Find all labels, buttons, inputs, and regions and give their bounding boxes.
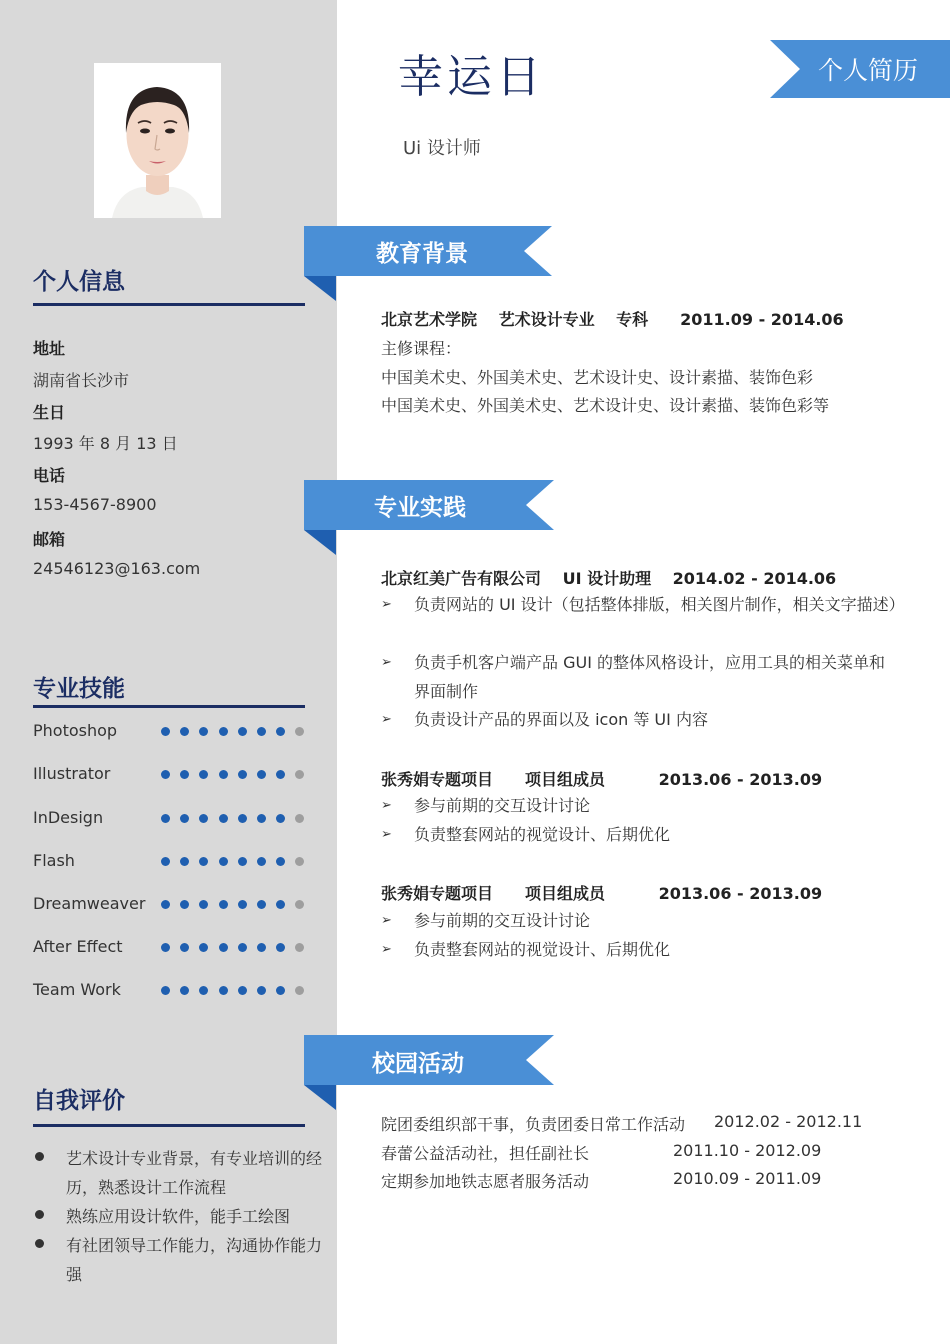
job-heading: 北京红美广告有限公司 UI 设计助理 2014.02 - 2014.06	[381, 569, 837, 588]
skill-dot-filled	[180, 943, 189, 952]
skill-dot-filled	[257, 814, 266, 823]
bullet-icon	[35, 1152, 44, 1161]
bullet-icon	[35, 1210, 44, 1219]
birthday-value: 1993 年 8 月 13 日	[33, 434, 178, 453]
courses-line: 中国美术史、外国美术史、艺术设计史、设计素描、装饰色彩等	[381, 396, 830, 415]
activity-name: 院团委组织部干事，负责团委日常工作活动	[381, 1115, 686, 1134]
skill-dot-filled	[180, 770, 189, 779]
activity-date: 2010.09 - 2011.09	[673, 1169, 822, 1188]
activity-date: 2012.02 - 2012.11	[714, 1112, 863, 1131]
skill-name: Dreamweaver	[33, 894, 146, 913]
personal-info-title: 个人信息	[33, 269, 125, 295]
skill-dot-empty	[295, 986, 304, 995]
skill-dot-filled	[161, 727, 170, 736]
skill-dot-filled	[219, 770, 228, 779]
skill-dot-filled	[238, 857, 247, 866]
skill-dot-filled	[219, 986, 228, 995]
bullet-text: 负责设计产品的界面以及 icon 等 UI 内容	[414, 710, 708, 729]
skill-dot-filled	[238, 770, 247, 779]
bullet-text: 参与前期的交互设计讨论	[414, 796, 591, 815]
activity-name: 春蕾公益活动社，担任副社长	[381, 1144, 590, 1163]
skill-row	[33, 851, 305, 873]
skill-dot-filled	[276, 770, 285, 779]
skill-dot-filled	[276, 727, 285, 736]
job-title: Ui 设计师	[403, 138, 481, 159]
phone-value: 153-4567-8900	[33, 495, 157, 514]
skill-dot-filled	[199, 814, 208, 823]
arrow-bullet-icon: ➢	[381, 712, 392, 727]
skill-dot-filled	[219, 857, 228, 866]
bullet-text: 负责整套网站的视觉设计、后期优化	[414, 940, 671, 959]
skill-dot-filled	[276, 900, 285, 909]
skill-name: After Effect	[33, 937, 123, 956]
skill-dot-filled	[199, 943, 208, 952]
skill-name: Photoshop	[33, 721, 118, 740]
skill-dot-filled	[276, 857, 285, 866]
skill-row	[33, 894, 305, 916]
bullet-text: 负责整套网站的视觉设计、后期优化	[414, 825, 671, 844]
skill-dot-filled	[257, 986, 266, 995]
skill-dot-filled	[199, 857, 208, 866]
bullet-text: 参与前期的交互设计讨论	[414, 911, 591, 930]
skill-dot-filled	[257, 900, 266, 909]
skill-name: InDesign	[33, 808, 104, 827]
job-heading: 张秀娟专题项目 项目组成员 2013.06 - 2013.09	[381, 884, 823, 903]
skill-dot-filled	[276, 943, 285, 952]
practice-title: 专业实践	[374, 495, 466, 521]
bullet-icon	[35, 1239, 44, 1248]
arrow-bullet-icon: ➢	[381, 655, 392, 670]
skill-dot-filled	[180, 857, 189, 866]
skill-dot-filled	[180, 727, 189, 736]
courses-label: 主修课程：	[381, 339, 462, 358]
skill-dot-empty	[295, 943, 304, 952]
skill-dot-filled	[161, 900, 170, 909]
address-label: 地址	[33, 339, 66, 358]
evaluation-text: 艺术设计专业背景，有专业培训的经历，熟悉设计工作流程	[66, 1149, 323, 1197]
skill-dot-filled	[219, 814, 228, 823]
arrow-bullet-icon: ➢	[381, 798, 392, 813]
section-divider	[33, 1124, 305, 1127]
skill-dot-filled	[257, 770, 266, 779]
bullet-text: 负责网站的 UI 设计（包括整体排版，相关图片制作，相关文字描述）	[414, 595, 905, 614]
campus-title: 校园活动	[372, 1051, 464, 1077]
skill-dot-filled	[219, 727, 228, 736]
skill-dot-filled	[161, 857, 170, 866]
email-value: 24546123@163.com	[33, 559, 201, 578]
skill-row	[33, 937, 305, 959]
skill-dot-filled	[180, 814, 189, 823]
skill-row	[33, 980, 305, 1002]
skill-dot-filled	[276, 986, 285, 995]
skill-dot-filled	[238, 986, 247, 995]
skill-name: Team Work	[33, 980, 121, 999]
skill-dot-filled	[219, 943, 228, 952]
self-evaluation-title: 自我评价	[33, 1088, 125, 1114]
skill-dot-filled	[257, 943, 266, 952]
skill-dot-filled	[199, 986, 208, 995]
profile-photo	[94, 63, 221, 218]
skill-dot-filled	[199, 727, 208, 736]
job-heading: 张秀娟专题项目 项目组成员 2013.06 - 2013.09	[381, 770, 823, 789]
activity-name: 定期参加地铁志愿者服务活动	[381, 1172, 590, 1191]
skill-dot-filled	[276, 814, 285, 823]
courses-line: 中国美术史、外国美术史、艺术设计史、设计素描、装饰色彩	[381, 368, 814, 387]
email-label: 邮箱	[33, 530, 66, 549]
skill-row	[33, 808, 305, 830]
phone-label: 电话	[33, 466, 66, 485]
skill-dot-filled	[238, 727, 247, 736]
address-value: 湖南省长沙市	[33, 371, 130, 390]
arrow-bullet-icon: ➢	[381, 913, 392, 928]
skill-dot-filled	[238, 814, 247, 823]
skill-dot-filled	[199, 770, 208, 779]
section-divider	[33, 303, 305, 306]
arrow-bullet-icon: ➢	[381, 827, 392, 842]
skill-dot-filled	[180, 986, 189, 995]
skills-title: 专业技能	[33, 676, 125, 702]
skill-dot-empty	[295, 900, 304, 909]
birthday-label: 生日	[33, 403, 66, 422]
evaluation-text: 熟练应用设计软件，能手工绘图	[66, 1207, 291, 1226]
education-title: 教育背景	[376, 241, 468, 267]
skill-dot-filled	[199, 900, 208, 909]
education-heading: 北京艺术学院 艺术设计专业 专科 2011.09 - 2014.06	[381, 310, 844, 329]
skill-dot-filled	[161, 814, 170, 823]
skill-dot-filled	[219, 900, 228, 909]
resume-badge: 个人简历	[818, 56, 919, 85]
section-divider	[33, 705, 305, 708]
resume-name: 幸运日	[398, 50, 546, 103]
skill-dot-filled	[257, 727, 266, 736]
skill-row	[33, 764, 305, 786]
skill-dot-empty	[295, 857, 304, 866]
skill-dot-filled	[238, 900, 247, 909]
skill-dot-filled	[161, 943, 170, 952]
skill-dot-filled	[161, 770, 170, 779]
arrow-bullet-icon: ➢	[381, 597, 392, 612]
activity-date: 2011.10 - 2012.09	[673, 1141, 822, 1160]
skill-dot-empty	[295, 727, 304, 736]
skill-row	[33, 721, 305, 743]
skill-dot-empty	[295, 770, 304, 779]
skill-name: Flash	[33, 851, 75, 870]
skill-name: Illustrator	[33, 764, 111, 783]
bullet-text: 负责手机客户端产品 GUI 的整体风格设计，应用工具的相关菜单和界面制作	[414, 653, 886, 701]
arrow-bullet-icon: ➢	[381, 942, 392, 957]
skill-dot-filled	[161, 986, 170, 995]
skill-dot-filled	[180, 900, 189, 909]
skill-dot-filled	[257, 857, 266, 866]
skill-dot-empty	[295, 814, 304, 823]
evaluation-text: 有社团领导工作能力，沟通协作能力强	[66, 1236, 323, 1284]
skill-dot-filled	[238, 943, 247, 952]
